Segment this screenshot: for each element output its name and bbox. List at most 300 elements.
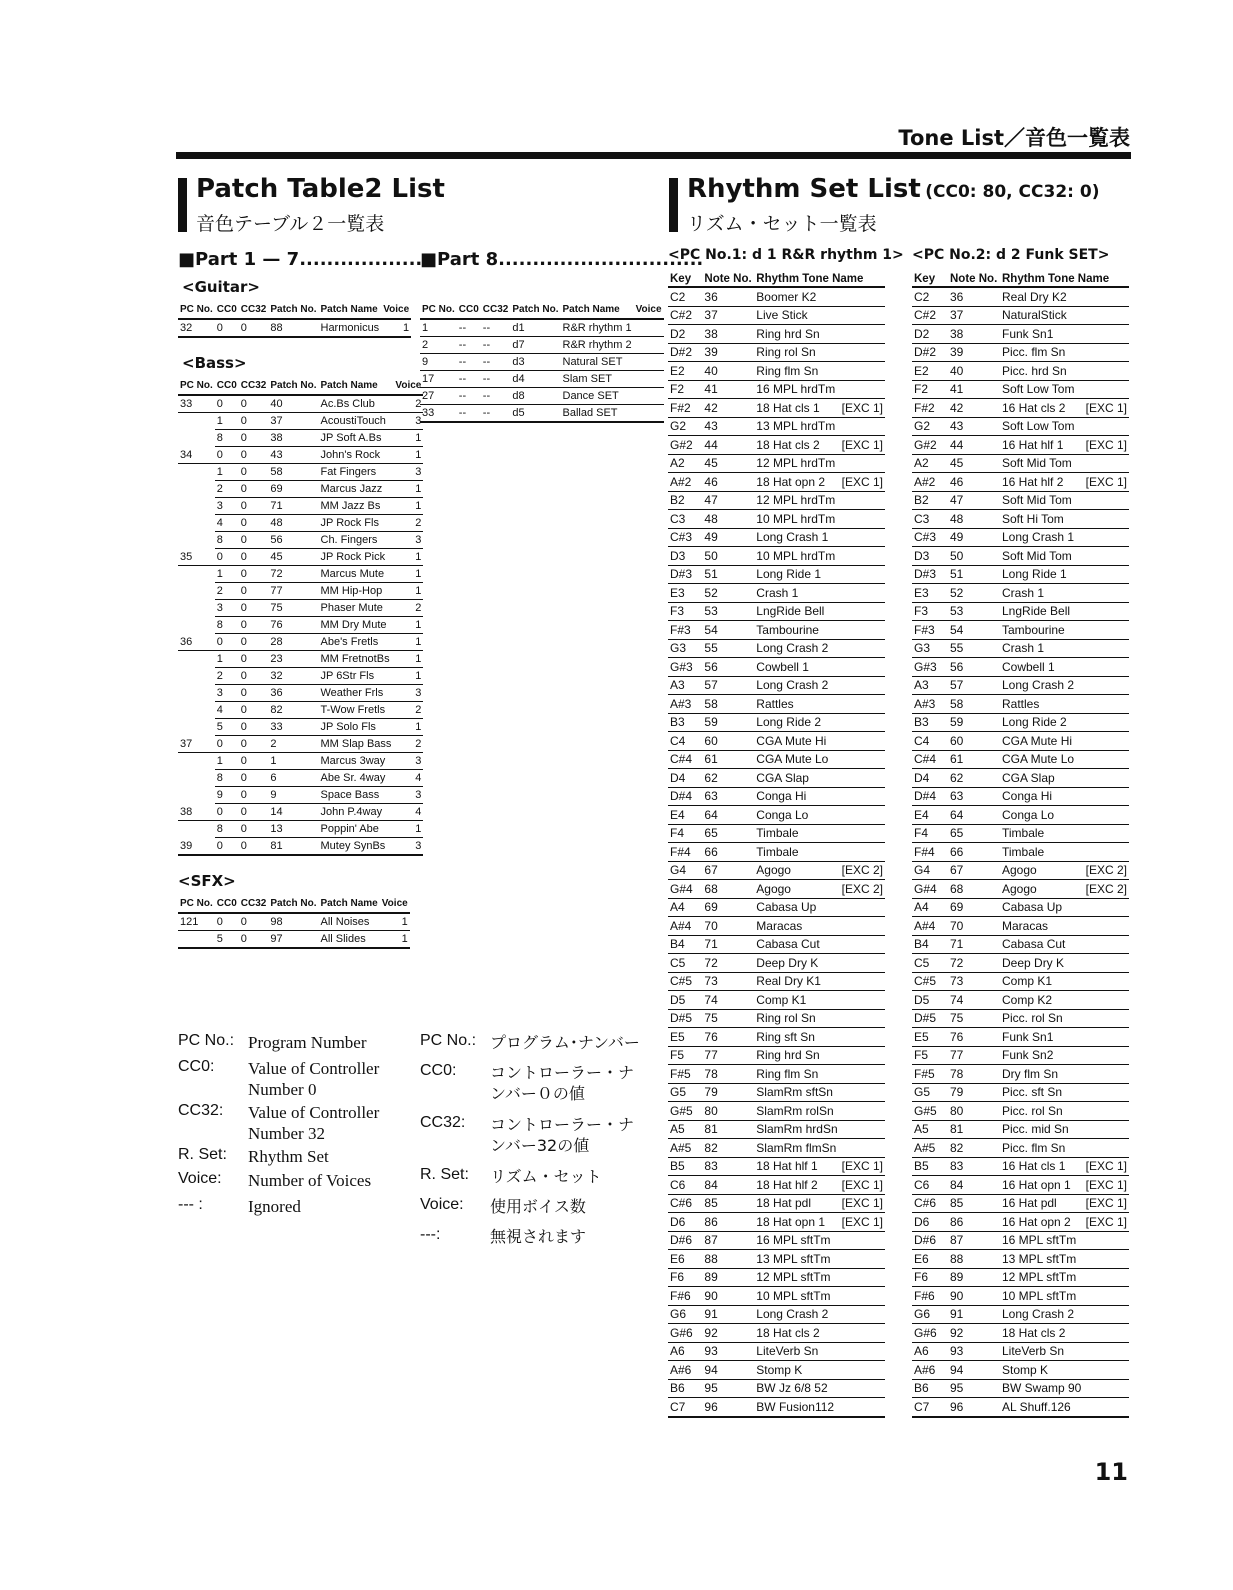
table-cell: All Noises (319, 913, 380, 931)
key-cell: F5 (912, 1046, 948, 1065)
table-cell: 0 (239, 498, 269, 515)
key-cell: D2 (912, 325, 948, 344)
note-number-cell: 83 (702, 1157, 754, 1176)
table-header-row (912, 271, 1129, 287)
note-number-cell: 38 (702, 325, 754, 344)
note-number-cell: 90 (948, 1287, 1000, 1306)
tone-name-cell: Agogo (754, 880, 839, 899)
table-row (912, 1287, 1129, 1306)
table-cell: 37 (268, 413, 318, 430)
table-row (668, 1305, 885, 1324)
note-number-cell: 81 (702, 1120, 754, 1139)
table-cell: Phaser Mute (319, 600, 394, 617)
table-cell: 8 (215, 617, 239, 634)
table-cell: 72 (268, 566, 318, 583)
key-cell: C#2 (912, 306, 948, 325)
table-row (668, 362, 885, 381)
table-row (668, 1324, 885, 1343)
table-cell: 1 (380, 913, 410, 931)
table-cell (178, 566, 215, 583)
table-cell: 9 (215, 787, 239, 804)
exclusive-group-cell (1084, 602, 1129, 621)
table-cell: -- (457, 337, 481, 354)
key-cell: D#4 (668, 787, 702, 806)
tone-name-cell: Maracas (1000, 917, 1084, 936)
table-cell: 0 (239, 838, 269, 856)
table-cell: John's Rock (319, 447, 394, 464)
note-number-cell: 89 (948, 1268, 1000, 1287)
exclusive-group-cell (1084, 732, 1129, 751)
legend-value: プログラム･ナンバー (490, 1033, 640, 1052)
table-row (668, 787, 885, 806)
note-number-cell: 55 (702, 639, 754, 658)
table-cell: 1 (215, 651, 239, 668)
table-row (668, 1398, 885, 1417)
table-row (912, 1157, 1129, 1176)
exclusive-group-cell (840, 806, 885, 825)
exclusive-group-cell: [EXC 2] (1084, 880, 1129, 899)
table-cell (178, 515, 215, 532)
tone-name-cell: Soft Hi Tom (1000, 510, 1084, 529)
column-header: Note No. (702, 271, 754, 287)
table-row (178, 515, 423, 532)
table-row (178, 549, 423, 566)
exclusive-group-cell (840, 602, 885, 621)
table-cell: 0 (239, 753, 269, 770)
note-number-cell: 72 (702, 954, 754, 973)
exclusive-group-cell (1084, 1342, 1129, 1361)
key-cell: B3 (912, 713, 948, 732)
table-cell: 4 (215, 702, 239, 719)
note-number-cell: 48 (948, 510, 1000, 529)
table-row (668, 1361, 885, 1380)
tone-name-cell: Cowbell 1 (1000, 658, 1084, 677)
key-cell: D#5 (912, 1009, 948, 1028)
table-cell: 97 (268, 931, 318, 949)
key-cell: A6 (668, 1342, 702, 1361)
note-number-cell: 79 (702, 1083, 754, 1102)
note-number-cell: 62 (948, 769, 1000, 788)
rhythm-set1-heading: <PC No.1: d 1 R&R rhythm 1> (668, 247, 904, 263)
table-cell: MM FretnotBs (319, 651, 394, 668)
table-row (178, 395, 423, 413)
table-row (178, 821, 423, 838)
legend-key: CC0: (420, 1062, 457, 1079)
note-number-cell: 60 (948, 732, 1000, 751)
table-row (668, 695, 885, 714)
table-row (668, 565, 885, 584)
table-cell (178, 787, 215, 804)
table-row (912, 1120, 1129, 1139)
table-cell: 1 (215, 753, 239, 770)
column-header: Voice (381, 302, 411, 319)
legend-key: CC0: (178, 1058, 215, 1075)
exclusive-group-cell (840, 417, 885, 436)
tone-name-cell: 12 MPL hrdTm (754, 491, 839, 510)
table-row (668, 602, 885, 621)
note-number-cell: 53 (948, 602, 1000, 621)
table-row (912, 824, 1129, 843)
exclusive-group-cell (840, 1361, 885, 1380)
table-row (668, 399, 885, 418)
table-cell: Space Bass (319, 787, 394, 804)
table-cell: 2 (393, 702, 423, 719)
table-cell: 23 (268, 651, 318, 668)
tone-name-cell: Crash 1 (1000, 639, 1084, 658)
table-cell: 36 (268, 685, 318, 702)
tone-name-cell: Rattles (754, 695, 839, 714)
table-row (668, 898, 885, 917)
tone-name-cell: Long Ride 2 (1000, 713, 1084, 732)
table-row (178, 753, 423, 770)
exclusive-group-cell (1084, 824, 1129, 843)
table-cell: 0 (239, 821, 269, 838)
column-header: Key (668, 271, 702, 287)
note-number-cell: 88 (702, 1250, 754, 1269)
table-row (912, 343, 1129, 362)
table-cell: -- (457, 319, 481, 337)
key-cell: G#3 (668, 658, 702, 677)
table-row (668, 417, 885, 436)
exclusive-group-cell (1084, 1305, 1129, 1324)
column-header: CC32 (239, 378, 269, 395)
note-number-cell: 91 (702, 1305, 754, 1324)
key-cell: G#4 (668, 880, 702, 899)
key-cell: A5 (668, 1120, 702, 1139)
note-number-cell: 96 (702, 1398, 754, 1417)
key-cell: C2 (668, 287, 702, 306)
table-cell: 0 (239, 702, 269, 719)
table-row (912, 473, 1129, 492)
table-cell: 0 (215, 634, 239, 651)
table-row (912, 750, 1129, 769)
tone-name-cell: 16 Hat cls 2 (1000, 399, 1084, 418)
key-cell: A#3 (912, 695, 948, 714)
legend-japanese (420, 1032, 640, 1262)
key-cell: F#5 (668, 1065, 702, 1084)
key-cell: A#6 (912, 1361, 948, 1380)
table-row (912, 787, 1129, 806)
table-cell: 3 (393, 787, 423, 804)
column-header: Key (912, 271, 948, 287)
key-cell: A4 (912, 898, 948, 917)
table-row (912, 676, 1129, 695)
table-cell: 3 (393, 413, 423, 430)
key-cell: B5 (912, 1157, 948, 1176)
table-cell: 0 (239, 413, 269, 430)
tone-name-cell: Long Crash 2 (754, 639, 839, 658)
note-number-cell: 80 (702, 1102, 754, 1121)
note-number-cell: 77 (948, 1046, 1000, 1065)
tone-name-cell: Dry flm Sn (1000, 1065, 1084, 1084)
table-row (668, 1065, 885, 1084)
exclusive-group-cell (840, 658, 885, 677)
table-cell (178, 532, 215, 549)
table-cell: Harmonicus (319, 319, 382, 337)
exclusive-group-cell (1084, 787, 1129, 806)
key-cell: G#5 (912, 1102, 948, 1121)
table-row (178, 702, 423, 719)
table-row (912, 880, 1129, 899)
key-cell: F#6 (668, 1287, 702, 1306)
table-cell: 0 (239, 668, 269, 685)
table-cell: -- (481, 337, 511, 354)
table-row (668, 769, 885, 788)
column-header: Patch No. (268, 302, 318, 319)
table-cell (634, 371, 664, 388)
tone-name-cell: Ring rol Sn (754, 1009, 839, 1028)
tone-name-cell: Long Crash 2 (1000, 1305, 1084, 1324)
legend-value: Program Number (248, 1033, 367, 1052)
table-cell (178, 685, 215, 702)
exclusive-group-cell (840, 547, 885, 566)
note-number-cell: 77 (702, 1046, 754, 1065)
note-number-cell: 95 (702, 1379, 754, 1398)
table-cell: JP Rock Fls (319, 515, 394, 532)
exclusive-group-cell (1084, 1398, 1129, 1417)
exclusive-group-cell (840, 1083, 885, 1102)
key-cell: B4 (668, 935, 702, 954)
note-number-cell: 45 (702, 454, 754, 473)
key-cell: G#2 (668, 436, 702, 455)
tone-name-cell: NaturalStick (1000, 306, 1084, 325)
column-header: PC No. (178, 896, 215, 913)
table-cell: 82 (268, 702, 318, 719)
tone-name-cell: Long Crash 1 (754, 528, 839, 547)
exclusive-group-cell (840, 676, 885, 695)
table-cell: 0 (239, 736, 269, 753)
tone-name-cell: Tambourine (754, 621, 839, 640)
note-number-cell: 52 (702, 584, 754, 603)
key-cell: E5 (912, 1028, 948, 1047)
exclusive-group-cell: [EXC 1] (840, 399, 885, 418)
table-row (668, 1102, 885, 1121)
table-cell: 0 (239, 787, 269, 804)
table-cell: MM Jazz Bs (319, 498, 394, 515)
table-cell: d7 (510, 337, 560, 354)
exclusive-group-cell (1084, 1065, 1129, 1084)
tone-name-cell: SlamRm sftSn (754, 1083, 839, 1102)
table-cell: 3 (393, 532, 423, 549)
exclusive-group-cell (1084, 1102, 1129, 1121)
tone-name-cell: Comp K2 (1000, 991, 1084, 1010)
note-number-cell: 61 (702, 750, 754, 769)
bass-table (178, 378, 423, 856)
exclusive-group-cell: [EXC 1] (840, 1213, 885, 1232)
tone-name-cell: 13 MPL sftTm (1000, 1250, 1084, 1269)
key-cell: E4 (668, 806, 702, 825)
table-row (668, 473, 885, 492)
table-cell: 76 (268, 617, 318, 634)
exclusive-group-cell (840, 991, 885, 1010)
note-number-cell: 83 (948, 1157, 1000, 1176)
note-number-cell: 82 (948, 1139, 1000, 1158)
table-row (420, 337, 664, 354)
tone-name-cell: Conga Hi (1000, 787, 1084, 806)
table-cell (634, 405, 664, 423)
table-cell: 0 (215, 804, 239, 821)
note-number-cell: 36 (948, 287, 1000, 306)
exclusive-group-cell (840, 898, 885, 917)
key-cell: G4 (912, 861, 948, 880)
note-number-cell: 92 (948, 1324, 1000, 1343)
column-header: Voice (380, 896, 410, 913)
table-row (178, 634, 423, 651)
table-row (912, 732, 1129, 751)
column-header: PC No. (178, 378, 215, 395)
exclusive-group-cell (840, 306, 885, 325)
tone-name-cell: Long Crash 2 (754, 676, 839, 695)
exclusive-group-cell: [EXC 2] (840, 861, 885, 880)
note-number-cell: 73 (702, 972, 754, 991)
table-row (668, 1009, 885, 1028)
table-cell: 1 (393, 634, 423, 651)
key-cell: C#3 (912, 528, 948, 547)
column-header: Patch Name (319, 378, 394, 395)
exclusive-group-cell: [EXC 1] (840, 436, 885, 455)
tone-name-cell: Timbale (754, 824, 839, 843)
key-cell: C#4 (912, 750, 948, 769)
tone-name-cell: CGA Mute Hi (754, 732, 839, 751)
table-cell: JP Soft A.Bs (319, 430, 394, 447)
key-cell: A5 (912, 1120, 948, 1139)
tone-name-cell: Comp K1 (1000, 972, 1084, 991)
table-cell: 88 (268, 319, 318, 337)
table-cell: 0 (239, 685, 269, 702)
table-cell: 2 (268, 736, 318, 753)
table-cell: 35 (178, 549, 215, 566)
note-number-cell: 42 (702, 399, 754, 418)
table-row (668, 658, 885, 677)
tone-name-cell: 18 Hat cls 2 (1000, 1324, 1084, 1343)
key-cell: D#2 (912, 343, 948, 362)
part-1-7-heading: ■Part 1 — 7.................... (178, 249, 436, 270)
table-cell: Dance SET (561, 388, 634, 405)
table-row (912, 695, 1129, 714)
note-number-cell: 95 (948, 1379, 1000, 1398)
note-number-cell: 41 (702, 380, 754, 399)
table-cell (178, 668, 215, 685)
table-row (178, 319, 411, 337)
exclusive-group-cell: [EXC 1] (1084, 436, 1129, 455)
tone-name-cell: Cabasa Up (754, 898, 839, 917)
key-cell: F6 (668, 1268, 702, 1287)
exclusive-group-cell (840, 1065, 885, 1084)
table-cell: 1 (393, 651, 423, 668)
header-rule (176, 152, 1131, 159)
column-header: Patch No. (510, 302, 560, 319)
key-cell: D3 (668, 547, 702, 566)
table-cell: 0 (239, 634, 269, 651)
tone-name-cell: LiteVerb Sn (1000, 1342, 1084, 1361)
tone-name-cell: Comp K1 (754, 991, 839, 1010)
note-number-cell: 96 (948, 1398, 1000, 1417)
tone-name-cell: Funk Sn1 (1000, 1028, 1084, 1047)
table-cell: Fat Fingers (319, 464, 394, 481)
column-header: CC0 (215, 302, 239, 319)
note-number-cell: 67 (702, 861, 754, 880)
table-row (668, 528, 885, 547)
key-cell: B3 (668, 713, 702, 732)
exclusive-group-cell (1084, 417, 1129, 436)
exclusive-group-cell (840, 695, 885, 714)
note-number-cell: 44 (702, 436, 754, 455)
table-cell: 3 (215, 685, 239, 702)
key-cell: F4 (912, 824, 948, 843)
key-cell: G3 (668, 639, 702, 658)
tone-name-cell: AL Shuff.126 (1000, 1398, 1084, 1417)
key-cell: C#5 (912, 972, 948, 991)
column-header: CC0 (215, 378, 239, 395)
key-cell: E6 (912, 1250, 948, 1269)
table-cell: 0 (239, 719, 269, 736)
note-number-cell: 65 (702, 824, 754, 843)
key-cell: E2 (912, 362, 948, 381)
table-cell: 0 (215, 838, 239, 856)
column-header: CC32 (481, 302, 511, 319)
note-number-cell: 84 (702, 1176, 754, 1195)
note-number-cell: 82 (702, 1139, 754, 1158)
table-row (912, 1305, 1129, 1324)
note-number-cell: 46 (702, 473, 754, 492)
key-cell: F#4 (668, 843, 702, 862)
table-row (178, 787, 423, 804)
table-cell: 43 (268, 447, 318, 464)
legend-value: Rhythm Set (248, 1147, 329, 1166)
legend-value: Number of Voices (248, 1171, 372, 1190)
key-cell: B4 (912, 935, 948, 954)
exclusive-group-cell (840, 843, 885, 862)
note-number-cell: 73 (948, 972, 1000, 991)
tone-name-cell: LiteVerb Sn (754, 1342, 839, 1361)
key-cell: F2 (912, 380, 948, 399)
note-number-cell: 40 (948, 362, 1000, 381)
table-cell (178, 430, 215, 447)
exclusive-group-cell (1084, 362, 1129, 381)
table-cell (178, 702, 215, 719)
table-cell: 1 (393, 583, 423, 600)
exclusive-group-cell (1084, 639, 1129, 658)
table-cell: 37 (178, 736, 215, 753)
table-cell: -- (481, 319, 511, 337)
note-number-cell: 49 (948, 528, 1000, 547)
legend-value: Ignored (248, 1197, 301, 1216)
table-cell: 38 (268, 430, 318, 447)
table-row (668, 1268, 885, 1287)
exclusive-group-cell: [EXC 2] (1084, 861, 1129, 880)
table-cell: 1 (393, 447, 423, 464)
table-cell: 1 (393, 481, 423, 498)
table-cell: 2 (393, 600, 423, 617)
table-row (668, 806, 885, 825)
table-cell: 0 (239, 566, 269, 583)
table-row (668, 287, 885, 306)
table-header-row (178, 378, 423, 395)
key-cell: C#6 (912, 1194, 948, 1213)
rhythm-set-title-suffix: (CC0: 80, CC32: 0) (925, 182, 1100, 202)
tone-name-cell: 13 MPL sftTm (754, 1250, 839, 1269)
table-cell: MM Dry Mute (319, 617, 394, 634)
table-row (912, 917, 1129, 936)
guitar-heading: <Guitar> (182, 278, 260, 296)
table-cell: 2 (215, 668, 239, 685)
table-cell: -- (481, 388, 511, 405)
exclusive-group-cell (1084, 1083, 1129, 1102)
tone-name-cell: Cabasa Up (1000, 898, 1084, 917)
table-row (912, 1324, 1129, 1343)
exclusive-group-cell (1084, 1379, 1129, 1398)
table-cell: 2 (393, 736, 423, 753)
